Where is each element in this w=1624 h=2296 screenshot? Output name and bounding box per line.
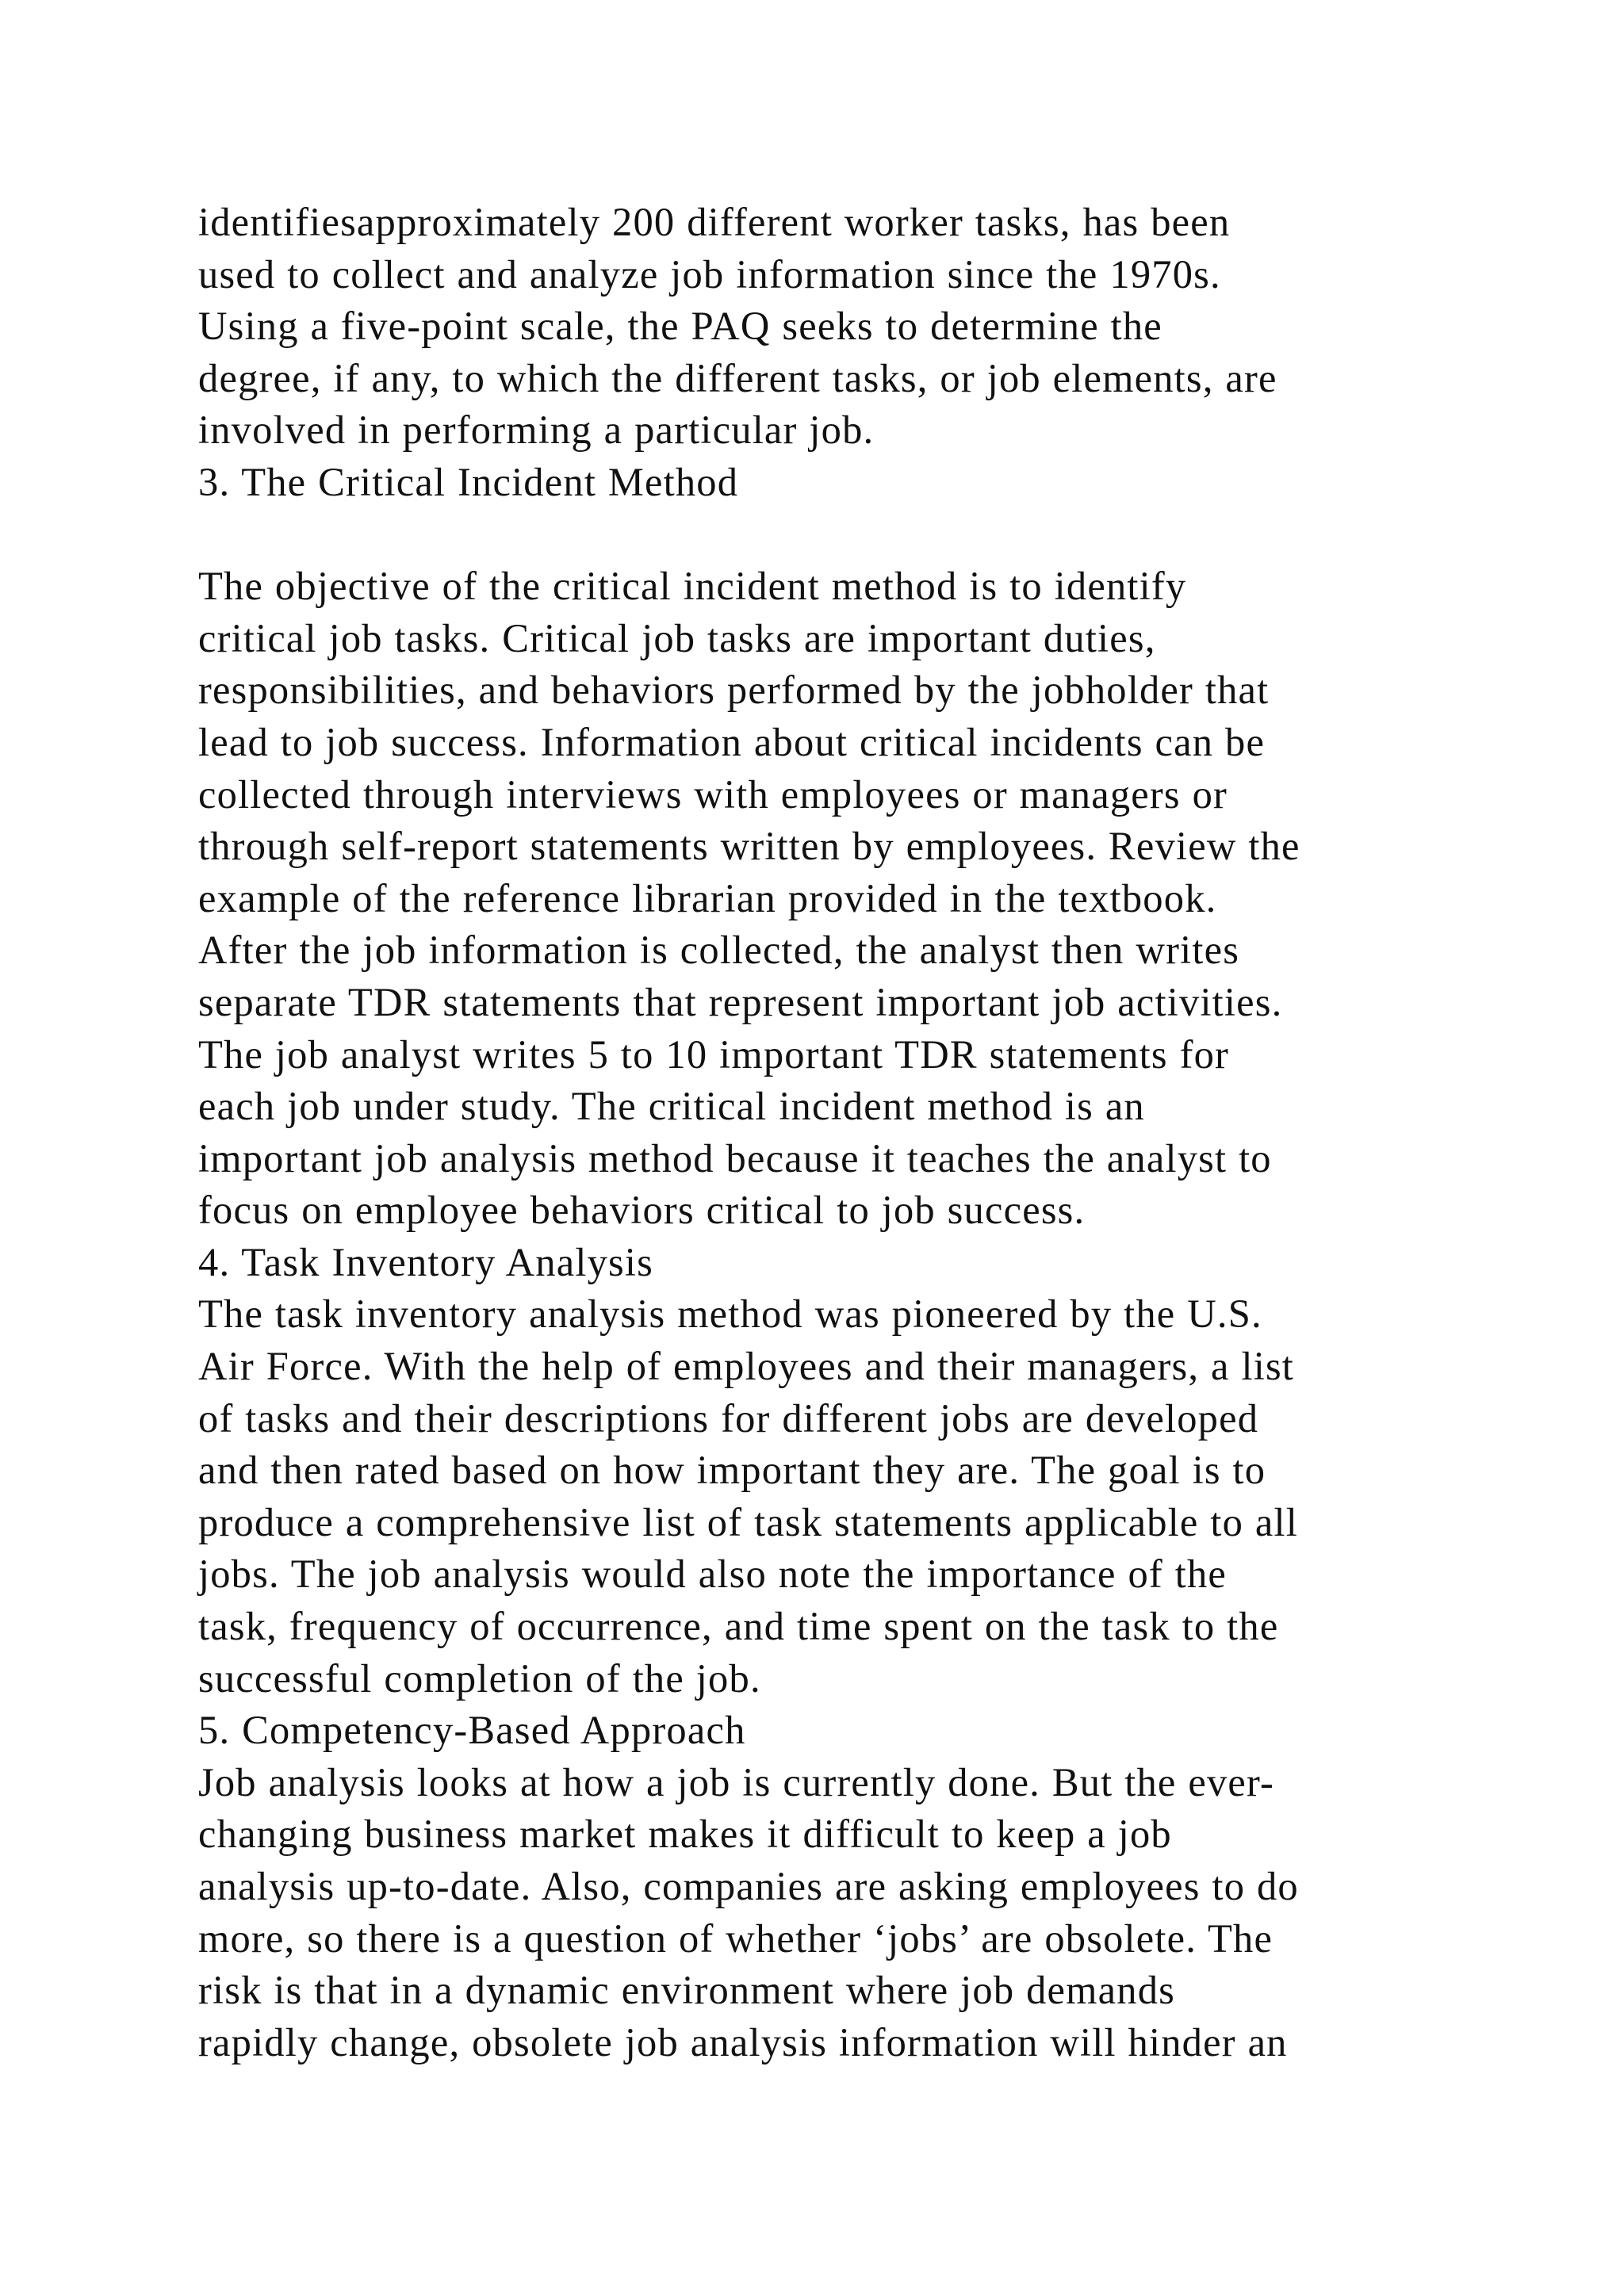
text-line: responsibilities, and behaviors performed by the jobholder that — [198, 668, 1270, 713]
text-line: more, so there is a question of whether ‘jobs’ are obsolete. The — [198, 1915, 1274, 1961]
text-line: example of the reference librarian provided in the textbook. — [198, 875, 1217, 920]
text-line: and then rated based on how important they are. The goal is to — [198, 1448, 1266, 1493]
text-line: degree, if any, to which the different tasks, or job elements, are — [198, 355, 1277, 400]
text-line: used to collect and analyze job information since the 1970s. — [198, 251, 1221, 297]
text-line: collected through interviews with employees or managers or — [198, 771, 1228, 817]
section-heading-critical-incident: 3. The Critical Incident Method — [198, 459, 739, 504]
blank-line — [198, 509, 1499, 561]
text-line: The task inventory analysis method was pioneered by the U.S. — [198, 1292, 1262, 1337]
text-line: The job analyst writes 5 to 10 important TDR statements for — [198, 1031, 1230, 1077]
text-line: Using a five-point scale, the PAQ seeks to determine the — [198, 304, 1162, 349]
text-line: each job under study. The critical incident method is an — [198, 1084, 1145, 1129]
text-line: The objective of the critical incident method is to identify — [198, 564, 1187, 609]
text-line: rapidly change, obsolete job analysis information will hinder an — [198, 2019, 1288, 2064]
section-heading-task-inventory: 4. Task Inventory Analysis — [198, 1239, 653, 1284]
text-line: lead to job success. Information about critical incidents can be — [198, 719, 1266, 764]
text-line: through self-report statements written by employees. Review the — [198, 824, 1300, 869]
text-line: involved in performing a particular job. — [198, 408, 875, 453]
document-body — [198, 197, 1499, 2068]
text-line: identifiesapproximately 200 different worker tasks, has been — [198, 200, 1231, 244]
text-line: successful completion of the job. — [198, 1655, 761, 1701]
text-line: Air Force. With the help of employees and their managers, a list — [198, 1344, 1295, 1389]
text-line: of tasks and their descriptions for different jobs are developed — [198, 1395, 1259, 1441]
text-line: changing business market makes it difficult to keep a job — [198, 1812, 1172, 1857]
text-line: important job analysis method because it teaches the analyst to — [198, 1135, 1272, 1181]
text-line: critical job tasks. Critical job tasks are important duties, — [198, 615, 1156, 660]
text-line: After the job information is collected, the analyst then writes — [198, 928, 1240, 973]
text-line: task, frequency of occurrence, and time spent on the task to the — [198, 1604, 1279, 1649]
text-line: Job analysis looks at how a job is currently done. But the ever- — [198, 1759, 1275, 1804]
text-line: jobs. The job analysis would also note the importance of the — [198, 1552, 1228, 1597]
text-line: risk is that in a dynamic environment where job demands — [198, 1968, 1176, 2013]
text-line: produce a comprehensive list of task statements applicable to all — [198, 1499, 1298, 1544]
text-line: analysis up-to-date. Also, companies are asking employees to do — [198, 1864, 1299, 1908]
text-line: focus on employee behaviors critical to job success. — [198, 1188, 1086, 1233]
section-heading-competency-based: 5. Competency-Based Approach — [198, 1708, 746, 1753]
text-line: separate TDR statements that represent important job activities. — [198, 979, 1283, 1024]
